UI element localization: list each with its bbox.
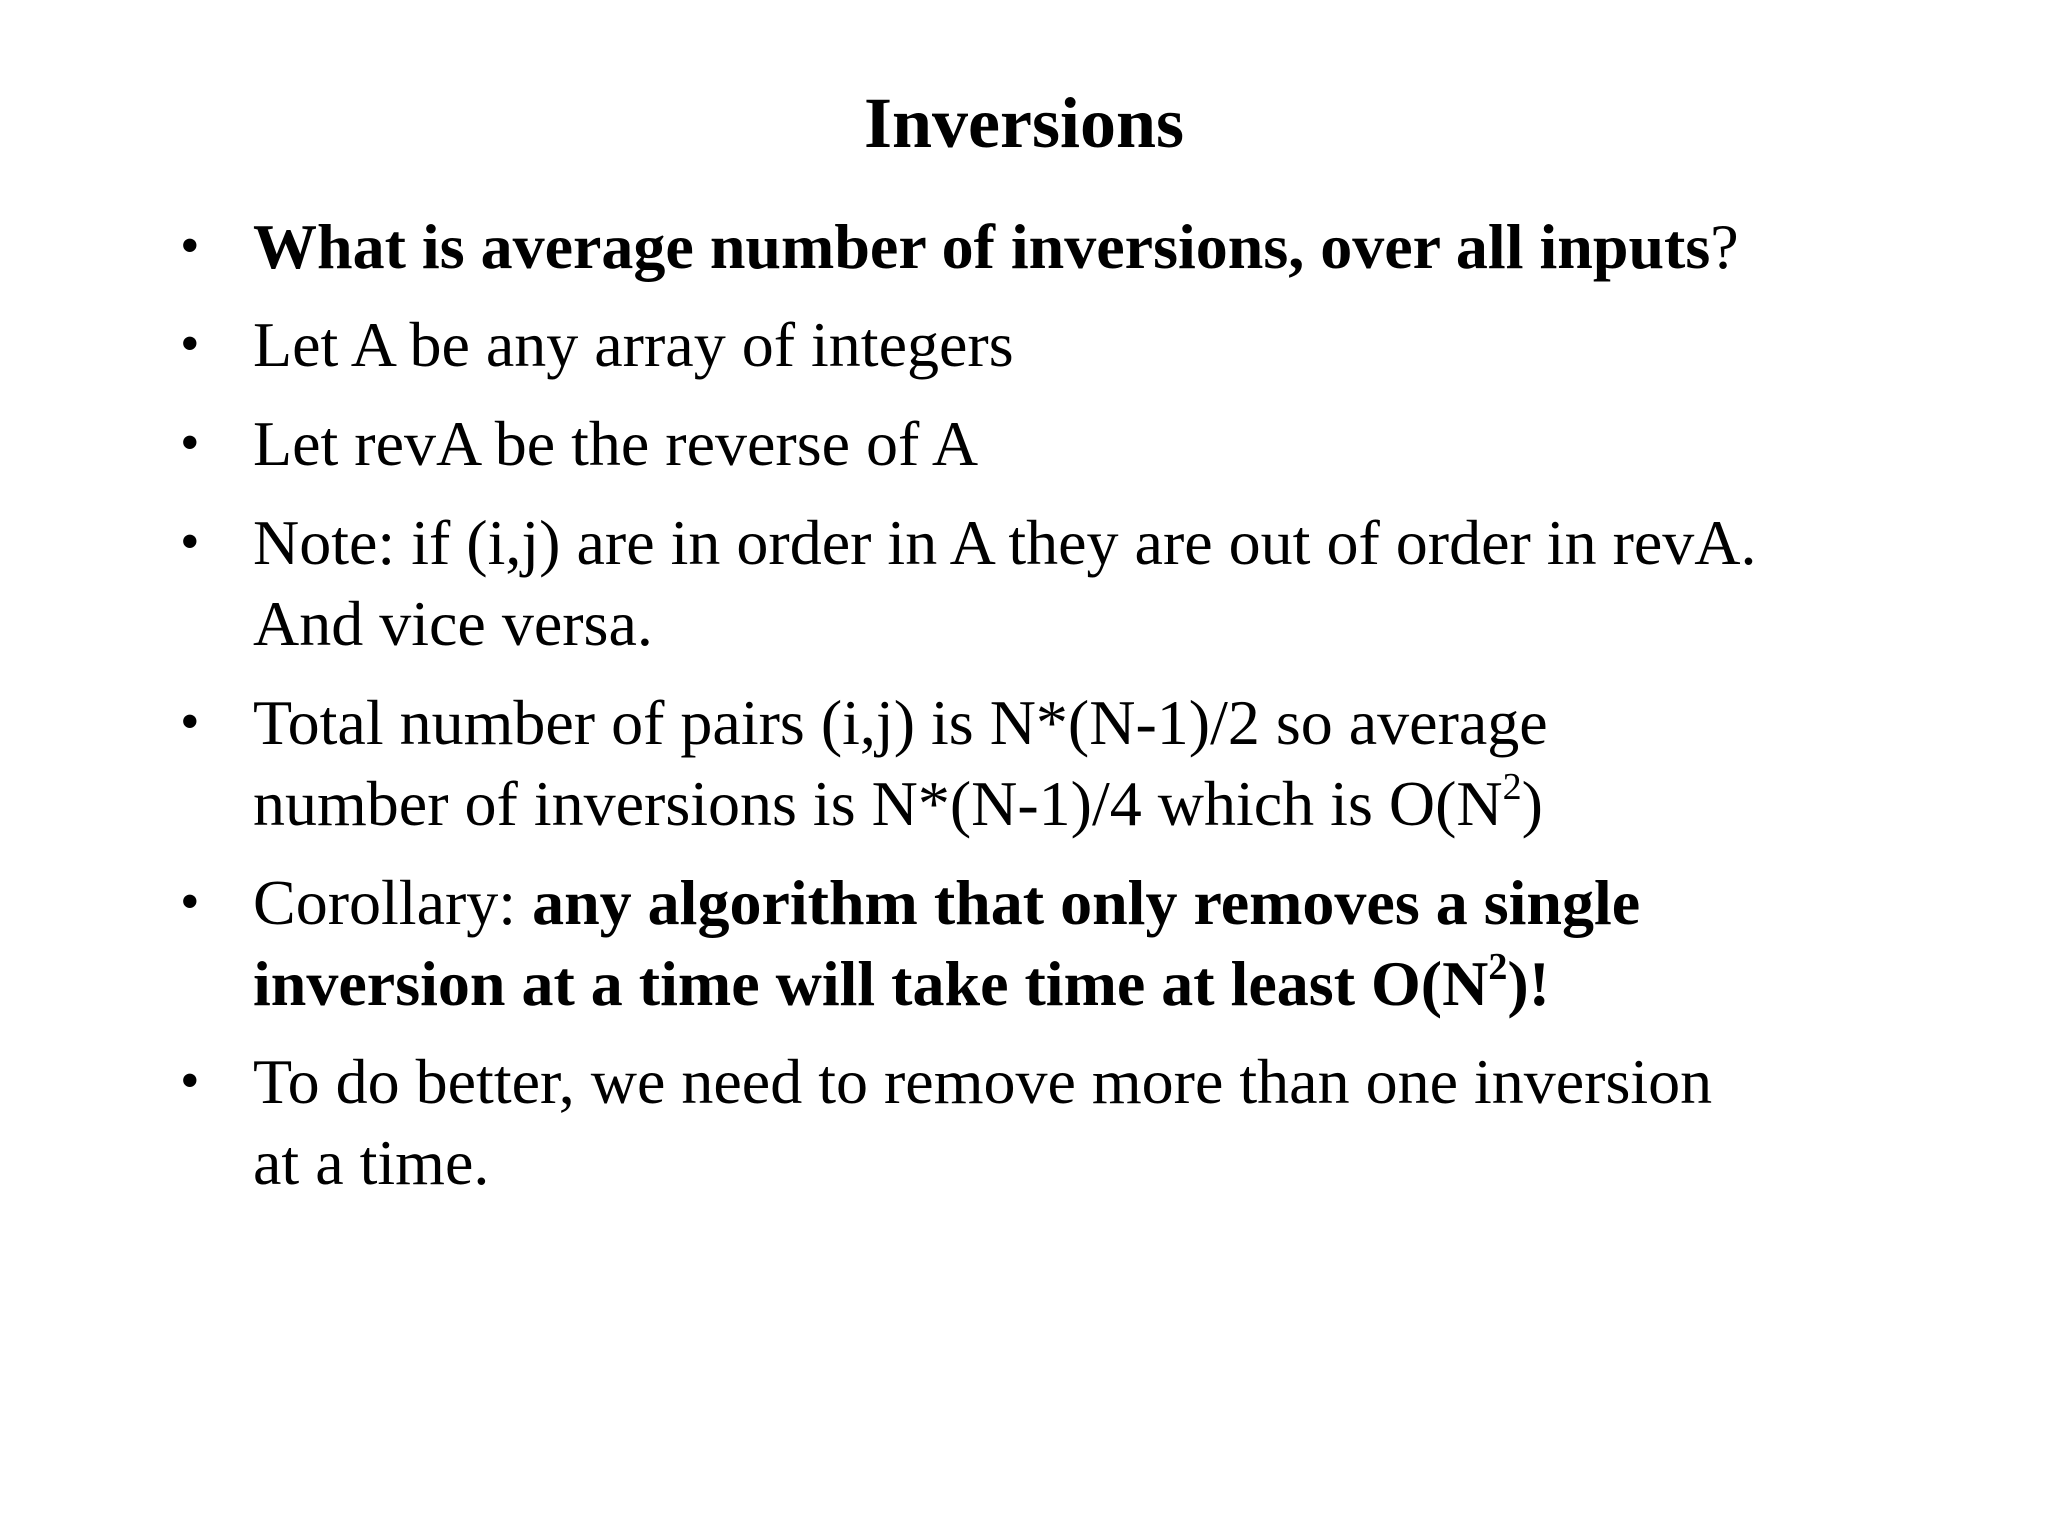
bullet-dot: • [180,313,200,375]
text-line [253,206,1953,287]
bullet-text [253,502,1953,664]
slide-title: Inversions [863,83,1185,163]
bullet-dot: • [180,511,200,573]
bullet-text [253,862,1953,1024]
bullet-dot: • [180,871,200,933]
text-line: Note: if (i,j) are in order in A they are out of order in revA. [253,507,1757,578]
bold-text: inversion at a time will take time at least O(N [253,948,1489,1019]
text-line: Let revA be the reverse of A [253,408,979,479]
plain-text: Corollary: [253,867,533,938]
bullet-dot: • [180,1050,200,1112]
bullet-text [253,206,1953,287]
text-line: To do better, we need to remove more than one inversion [253,1046,1713,1117]
bullet-dot: • [180,412,200,474]
text-line [253,862,1953,943]
superscript: 2 [1502,765,1522,808]
text-line [253,763,1953,844]
bullet-dot: • [180,691,200,753]
text-line [253,943,1953,1024]
plain-text: number of inversions is N*(N-1)/4 which is O(N [253,768,1503,839]
plain-text: ) [1521,768,1543,839]
bold-text: any algorithm that only removes a single [532,867,1641,938]
text-line: at a time. [253,1127,490,1198]
bullet-text [253,304,1953,385]
text-line: And vice versa. [253,588,653,659]
bullet-text [253,403,1953,484]
text-line: Total number of pairs (i,j) is N*(N-1)/2 so average [253,687,1548,758]
text-line: Let A be any array of integers [253,309,1014,380]
bold-text: )! [1507,948,1550,1019]
plain-text: ? [1710,211,1739,282]
bullet-text [253,682,1953,844]
bullet-text [253,1041,1953,1203]
superscript: 2 [1488,945,1508,988]
bullet-dot: • [180,215,200,277]
bold-text: What is average number of inversions, over all inputs [253,211,1711,282]
